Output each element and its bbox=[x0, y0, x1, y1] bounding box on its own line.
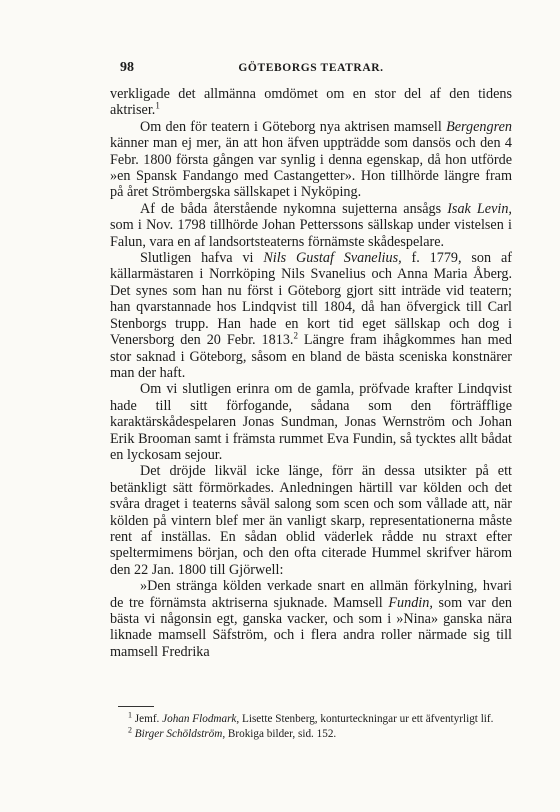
paragraph-1-text: verkligade det allmänna omdömet om en stor del af den tidens aktriser. bbox=[110, 86, 512, 119]
page-number: 98 bbox=[120, 60, 134, 75]
footnote-1-author: Johan Flodmark, bbox=[162, 713, 240, 725]
footnote-divider bbox=[118, 706, 154, 707]
paragraph-4-text-c: Längre fram ihågkommes han med stor saknad i Göteborg, såsom en bland de bästa sceniska konstnärer man der haft. bbox=[110, 332, 513, 381]
paragraph-6: Det dröjde likväl icke länge, förr än dessa utsikter på ett betänkligt sätt förmörkades. Anledningen härtill var kölden och det svåra draget i teaterns såväl salong som scen och som vållade att, när kölden på vintern blef mer än vanligt skarp, representationerna måste rent af inställas. En sådan oblid väderlek rådde nu straxt efter speltermimens början, och den ofta citerade Hummel skrifver härom den 22 Jan. 1800 till Gjörwell: bbox=[110, 463, 512, 578]
body-text bbox=[110, 86, 512, 660]
paragraph-7-quote bbox=[110, 578, 512, 660]
paragraph-1 bbox=[110, 86, 512, 119]
footnote-2-mark: 2 bbox=[128, 724, 132, 734]
footnote-2 bbox=[110, 724, 512, 742]
footnote-2-author: Birger Schöldström, bbox=[132, 727, 226, 740]
paragraph-3 bbox=[110, 201, 512, 250]
footnote-2-text-b: Brokiga bilder, sid. 152. bbox=[225, 727, 337, 740]
paragraph-4-text-b: f. 1779, son af källarmästaren i Norrköping Nils Svanelius och Anna Maria Åberg. Det synes som han nu först i Göteborg gjort sitt inträde vid teatern; han qvarstannade hos Lindqvist till 1804, då han öfvergick till Carl Stenborgs trupp. Han hade en kort tid eget sällskap och dog i Venersborg den 20 Febr. 1813. bbox=[110, 250, 512, 349]
paragraph-7-text-b: som var den bästa vi någonsin egt, ganska vacker, och som i »Nina» ganska nära liknade mamsell Säfström, och i flera andra roller närmade sig till mamsell Fredrika bbox=[110, 594, 512, 660]
paragraph-4-text-a: Slutligen hafva vi bbox=[140, 250, 264, 267]
footnote-1-text-b: Lisette Stenberg, konturteckningar ur ett äfventyrligt lif. bbox=[239, 713, 494, 725]
footnotes bbox=[110, 712, 512, 741]
name-bergengren: Bergengren bbox=[446, 118, 512, 135]
paragraph-2-text-a: Om den för teatern i Göteborg nya aktrisen mamsell bbox=[140, 118, 447, 135]
footnote-1-text-a: Jemf. bbox=[132, 713, 163, 725]
footnote-1 bbox=[110, 712, 512, 727]
page-header bbox=[110, 60, 512, 76]
paragraph-3-text-a: Af de båda återstående nykomna sujetterna ansågs bbox=[140, 200, 448, 217]
footnote-ref-1: 1 bbox=[155, 100, 160, 111]
paragraph-7-text-a: »Den stränga kölden verkade snart en allmän förkylning, hvari de tre förnämsta aktriserna sjuknade. Mamsell bbox=[110, 578, 512, 611]
name-fundin: Fundin, bbox=[388, 594, 433, 611]
name-svanelius: Nils Gustaf Svanelius, bbox=[263, 250, 402, 267]
paragraph-4 bbox=[110, 250, 512, 381]
footnote-ref-2: 2 bbox=[293, 330, 298, 341]
paragraph-3-text-b: som i Nov. 1798 tillhörde Johan Petterssons sällskap under vistelsen i Falun, vara en af landsortsteaterns förnämste skådespelare. bbox=[110, 217, 512, 250]
paragraph-5: Om vi slutligen erinra om de gamla, pröfvade krafter Lindqvist hade till sitt förfogande, sådana som den förträfflige karaktärskådespelaren Jonas Sundman, Jonas Wernström och Johan Erik Brooman samt i främsta rummet Eva Fundin, så tycktes allt bådat en lyckosam sejour. bbox=[110, 381, 512, 463]
running-title: GÖTEBORGS TEATRAR. bbox=[238, 62, 384, 74]
footnote-1-mark: 1 bbox=[128, 710, 132, 720]
name-isak-levin: Isak Levin, bbox=[447, 200, 512, 217]
paragraph-2-text-b: känner man ej mer, än att hon äfven uppträdde som dansös och den 4 Febr. 1800 första gången var synlig i denna egenskap, då hon utförde »en Spansk Fandango med Castangetter». Hon tillhörde längre fram på året Strömbergska sällskapet i Nyköping. bbox=[110, 135, 512, 201]
paragraph-2 bbox=[110, 119, 512, 201]
